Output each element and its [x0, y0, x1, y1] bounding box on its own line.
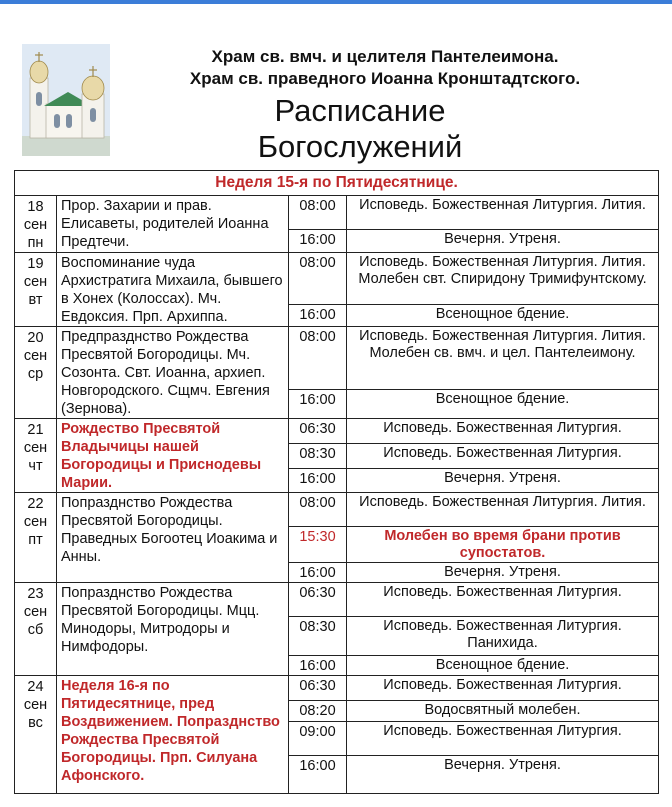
schedule-row	[15, 583, 659, 617]
title-line-1: Расписание	[274, 93, 446, 128]
service-time: 06:30	[289, 583, 347, 617]
saint-commemoration: Прор. Захарии и прав. Елисаветы, родителей Иоанна Предтечи.	[57, 196, 289, 253]
title-line-2: Богослужений	[257, 129, 463, 164]
week-header-row	[15, 171, 659, 196]
day-date-cell	[15, 676, 57, 794]
schedule-row	[15, 196, 659, 230]
service-time: 09:00	[289, 722, 347, 756]
service-description: Исповедь. Божественная Литургия. Лития. Молебен свт. Спиридону Тримифунтскому.	[347, 253, 659, 305]
day-date: 22	[27, 496, 44, 512]
day-date: 19	[27, 256, 44, 272]
day-weekday: пт	[28, 532, 43, 548]
day-weekday: ср	[27, 366, 44, 382]
service-description: Исповедь. Божественная Литургия. Панихида.	[347, 617, 659, 656]
day-date: 21	[27, 422, 44, 438]
temple-line-2: Храм св. праведного Иоанна Кронштадтского.	[189, 69, 581, 88]
page-footer-fragment	[0, 795, 672, 807]
service-time: 08:00	[289, 493, 347, 527]
service-description: Вечерня. Утреня.	[347, 563, 659, 583]
service-description: Исповедь. Божественная Литургия.	[347, 583, 659, 617]
saint-commemoration: Воспоминание чуда Архистратига Михаила, бывшего в Хонех (Колоссах). Мч. Евдоксия. Прп. Архиппа.	[57, 253, 289, 327]
day-date-cell	[15, 583, 57, 676]
saint-commemoration: Предпразднство Рождества Пресвятой Богородицы. Мч. Созонта. Свт. Иоанна, архиеп. Новгородского. Сщмч. Евгения (Зернова).	[57, 327, 289, 419]
service-time: 08:00	[289, 196, 347, 230]
service-description: Вечерня. Утреня.	[347, 469, 659, 493]
temple-names	[115, 46, 655, 90]
day-weekday: пн	[27, 235, 44, 251]
schedule-row	[15, 493, 659, 527]
service-description: Исповедь. Божественная Литургия.	[347, 722, 659, 756]
day-month: сен	[23, 440, 48, 456]
service-description: Всенощное бдение.	[347, 305, 659, 327]
service-description: Исповедь. Божественная Литургия. Лития.	[347, 493, 659, 527]
service-time: 08:00	[289, 327, 347, 390]
service-time: 08:20	[289, 701, 347, 722]
service-description: Исповедь. Божественная Литургия.	[347, 444, 659, 469]
week-label: Неделя 15-я по Пятидесятнице.	[15, 171, 659, 196]
day-month: сен	[23, 514, 48, 530]
service-time: 15:30	[289, 527, 347, 563]
service-time: 16:00	[289, 390, 347, 419]
day-date: 20	[27, 330, 44, 346]
service-time: 08:30	[289, 617, 347, 656]
day-weekday: сб	[27, 622, 44, 638]
schedule-row	[15, 676, 659, 701]
service-description: Вечерня. Утреня.	[347, 230, 659, 253]
saint-commemoration: Попразднство Рождества Пресвятой Богородицы. Мцц. Минодоры, Митродоры и Нимфодоры.	[57, 583, 289, 676]
day-date-cell	[15, 327, 57, 419]
day-weekday: вт	[28, 292, 43, 308]
service-description: Вечерня. Утреня.	[347, 756, 659, 794]
service-description: Исповедь. Божественная Литургия. Лития. Молебен св. вмч. и цел. Пантелеимону.	[347, 327, 659, 390]
day-date: 23	[27, 586, 44, 602]
service-description: Молебен во время брани против супостатов.	[347, 527, 659, 563]
service-time: 16:00	[289, 305, 347, 327]
day-month: сен	[23, 604, 48, 620]
schedule-row	[15, 253, 659, 305]
service-description: Всенощное бдение.	[347, 390, 659, 419]
day-month: сен	[23, 274, 48, 290]
service-description: Исповедь. Божественная Литургия.	[347, 419, 659, 444]
service-description: Исповедь. Божественная Литургия. Лития.	[347, 196, 659, 230]
page-title	[190, 93, 530, 165]
day-weekday: вс	[28, 715, 43, 731]
service-time: 16:00	[289, 469, 347, 493]
service-description: Исповедь. Божественная Литургия.	[347, 676, 659, 701]
day-date-cell	[15, 196, 57, 253]
service-time: 16:00	[289, 563, 347, 583]
day-date-cell	[15, 493, 57, 583]
service-time: 08:00	[289, 253, 347, 305]
service-time: 08:30	[289, 444, 347, 469]
day-weekday: чт	[28, 458, 43, 474]
schedule-table	[14, 170, 659, 794]
church-logo-image	[22, 44, 110, 156]
day-date: 24	[27, 679, 44, 695]
temple-line-1: Храм св. вмч. и целителя Пантелеимона.	[211, 47, 559, 66]
service-time: 06:30	[289, 419, 347, 444]
day-month: сен	[23, 697, 48, 713]
day-date: 18	[27, 199, 44, 215]
schedule-row	[15, 419, 659, 444]
day-month: сен	[23, 348, 48, 364]
service-time: 06:30	[289, 676, 347, 701]
service-time: 16:00	[289, 656, 347, 676]
schedule-row	[15, 327, 659, 390]
service-description: Всенощное бдение.	[347, 656, 659, 676]
service-description: Водосвятный молебен.	[347, 701, 659, 722]
top-color-bar	[0, 0, 672, 4]
day-month: сен	[23, 217, 48, 233]
saint-commemoration: Неделя 16-я по Пятидесятнице, пред Воздвижением. Попразднство Рождества Пресвятой Богородицы. Прп. Силуана Афонского.	[57, 676, 289, 794]
day-date-cell	[15, 253, 57, 327]
saint-commemoration: Попразднство Рождества Пресвятой Богородицы. Праведных Богоотец Иоакима и Анны.	[57, 493, 289, 583]
service-time: 16:00	[289, 230, 347, 253]
saint-commemoration: Рождество Пресвятой Владычицы нашей Богородицы и Приснодевы Марии.	[57, 419, 289, 493]
day-date-cell	[15, 419, 57, 493]
service-time: 16:00	[289, 756, 347, 794]
